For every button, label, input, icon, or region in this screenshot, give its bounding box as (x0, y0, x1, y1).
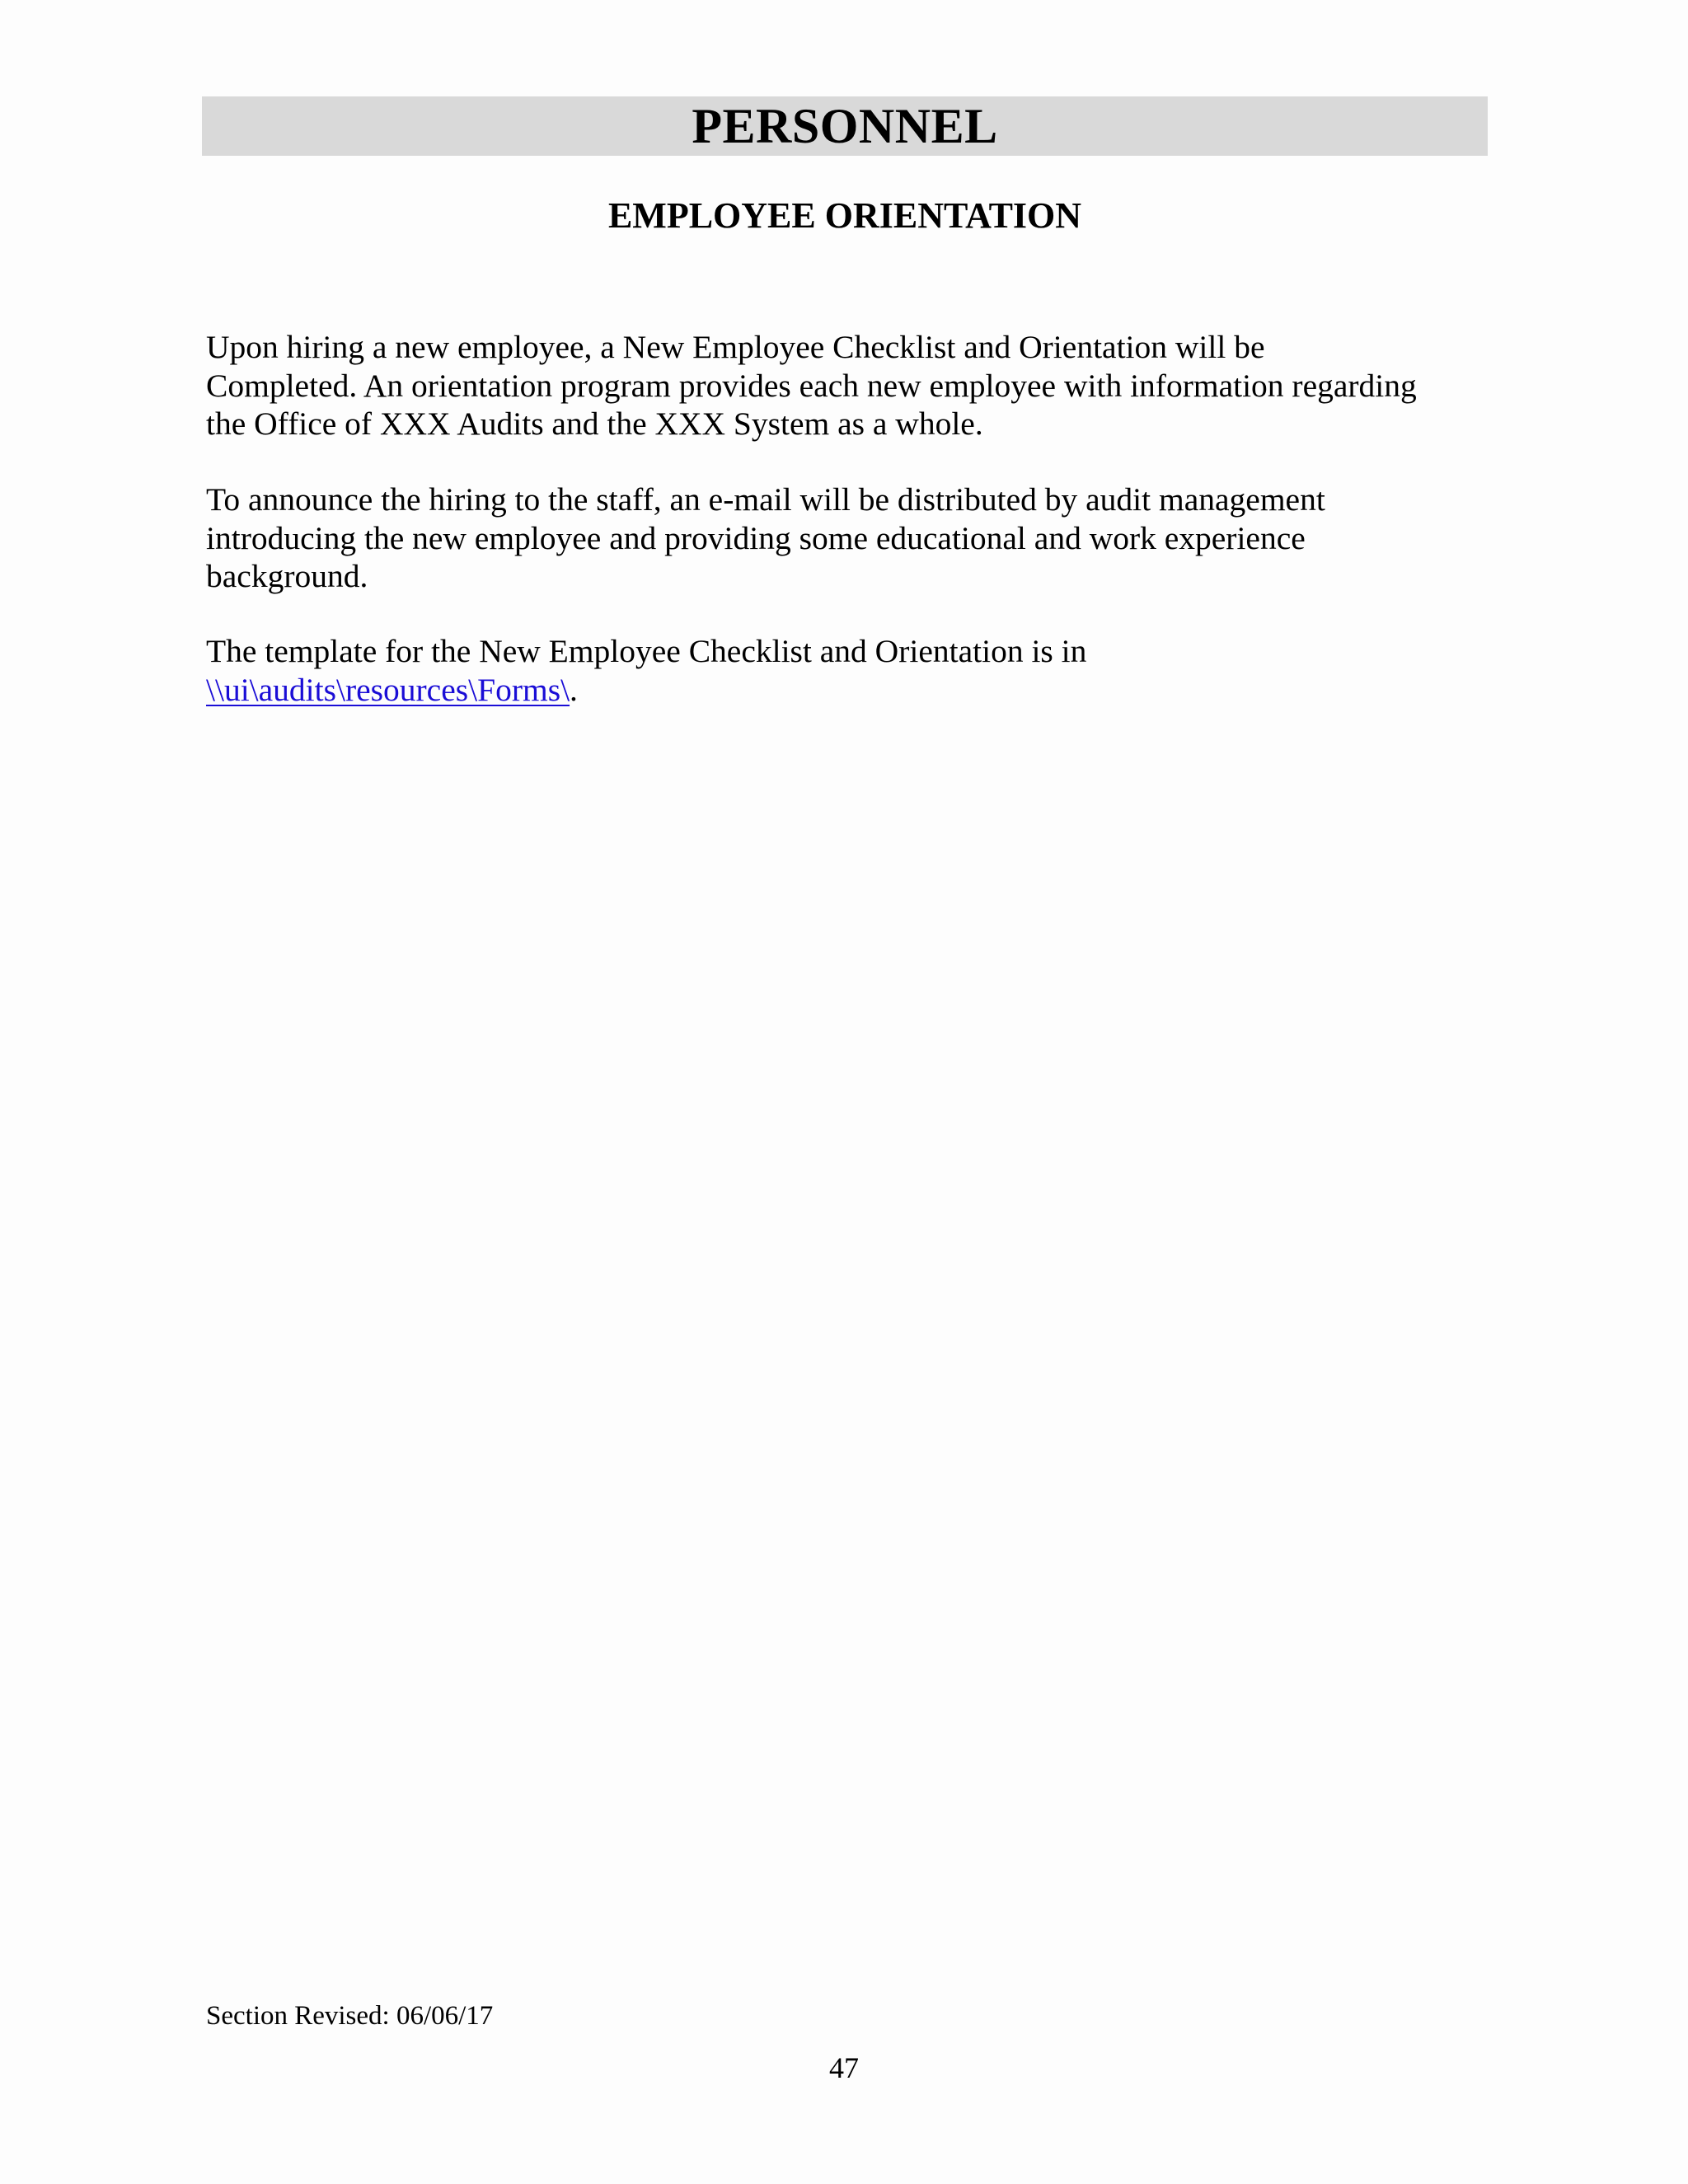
section-title: PERSONNEL (692, 99, 998, 153)
paragraph-line: introducing the new employee and providing some educational and work experience (206, 519, 1306, 556)
paragraph-announcement (206, 480, 1492, 596)
sentence-period: . (570, 671, 578, 708)
paragraph-line: Completed. An orientation program provides each new employee with information regarding (206, 367, 1417, 404)
paragraph-line: background. (206, 558, 368, 594)
paragraph-hiring-checklist (206, 328, 1492, 443)
paragraph-line: Upon hiring a new employee, a New Employee Checklist and Orientation will be (206, 329, 1265, 365)
paragraph-template-location (206, 632, 1492, 709)
paragraph-line: To announce the hiring to the staff, an e-mail will be distributed by audit management (206, 481, 1325, 518)
paragraph-line (206, 671, 1492, 710)
paragraph-line: the Office of XXX Audits and the XXX System as a whole. (206, 405, 983, 442)
forms-folder-link[interactable]: \\ui\audits\resources\Forms\ (206, 671, 570, 708)
page-number: 47 (829, 2051, 859, 2084)
section-revised-date: Section Revised: 06/06/17 (206, 2001, 494, 2031)
page-subtitle: EMPLOYEE ORIENTATION (607, 195, 1082, 236)
section-banner (202, 96, 1488, 156)
paragraph-line: The template for the New Employee Checklist and Orientation is in (206, 633, 1087, 669)
